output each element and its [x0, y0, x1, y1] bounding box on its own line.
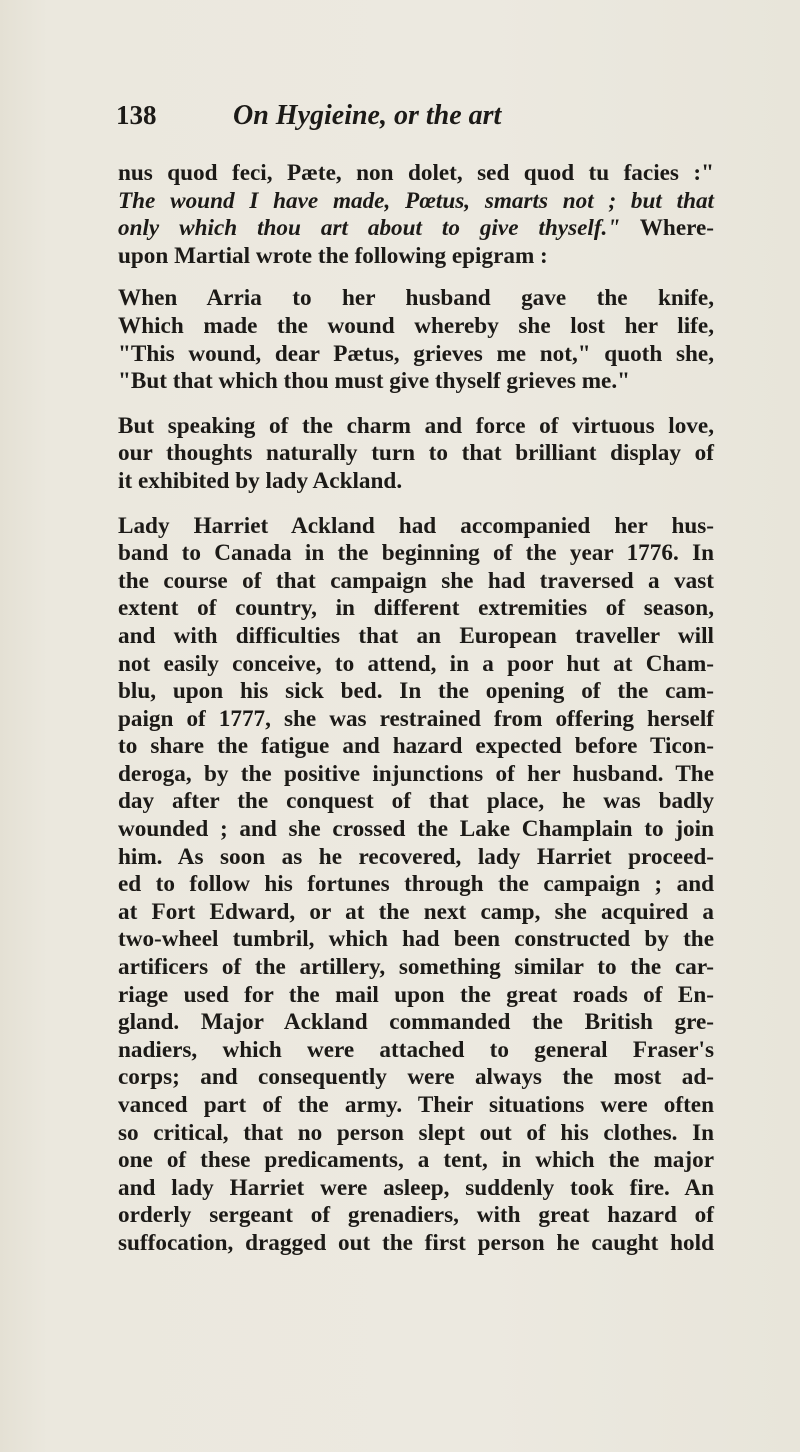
verse-line: "This wound, dear Pætus, grieves me not," quoth she,	[118, 340, 714, 367]
page-header	[100, 100, 740, 140]
text-line: But speaking of the charm and force of virtuous love,	[118, 412, 714, 439]
text-line: the course of that campaign she had traversed a vast	[118, 567, 714, 594]
text-line: ed to follow his fortunes through the campaign ; and	[118, 871, 714, 898]
text-line: at Fort Edward, or at the next camp, she acquired a	[118, 898, 714, 925]
quote-paragraph	[118, 160, 714, 270]
text-line-mixed	[118, 215, 714, 243]
text-line: deroga, by the positive injunctions of her husband. The	[118, 760, 714, 787]
text-line: it exhibited by lady Ackland.	[118, 467, 403, 494]
text-line: day after the conquest of that place, he was badly	[118, 788, 714, 815]
text-line: extent of country, in different extremities of season,	[118, 595, 714, 622]
running-head: On Hygieine, or the art	[233, 100, 502, 131]
text-line: Lady Harriet Ackland had accompanied her hus-	[118, 512, 714, 539]
text-line: and with difficulties that an European traveller will	[118, 622, 714, 649]
text-line: orderly sergeant of grenadiers, with great hazard of	[118, 1202, 714, 1229]
text-line: nadiers, which were attached to general Fraser's	[118, 1036, 714, 1063]
text-line: to share the fatigue and hazard expected before Ticon-	[118, 733, 714, 760]
text-line: upon Martial wrote the following epigram :	[118, 242, 548, 269]
text-line-italic: The wound I have made, Pœtus, smarts not ; but that	[118, 187, 714, 214]
text-line: wounded ; and she crossed the Lake Champlain to join	[118, 816, 714, 843]
text-line: suffocation, dragged out the first person he caught hold	[118, 1229, 714, 1256]
text-line: and lady Harriet were asleep, suddenly took fire. An	[118, 1174, 714, 1201]
text-line: blu, upon his sick bed. In the opening of the cam-	[118, 678, 714, 705]
body-text	[118, 160, 714, 1258]
text-line: two-wheel tumbril, which had been constructed by the	[118, 926, 714, 953]
text-line: so critical, that no person slept out of his clothes. In	[118, 1119, 714, 1146]
text-line: paign of 1777, she was restrained from offering herself	[118, 705, 714, 732]
text-line: artificers of the artillery, something similar to the car-	[118, 954, 714, 981]
page-number: 138	[116, 100, 157, 130]
text-line: him. As soon as he recovered, lady Harriet proceed-	[118, 843, 714, 870]
italic-fragment: only which thou art about to give thyself."	[118, 215, 621, 242]
text-line: not easily conceive, to attend, in a poor hut at Cham-	[118, 650, 714, 677]
paragraph-love	[118, 413, 714, 496]
text-line: nus quod feci, Pæte, non dolet, sed quod tu facies :"	[118, 160, 714, 186]
epigram-verse	[118, 285, 714, 395]
verse-line: When Arria to her husband gave the knife,	[118, 285, 714, 312]
text-line: our thoughts naturally turn to that brilliant display of	[118, 440, 714, 467]
text-line: one of these predicaments, a tent, in which the major	[118, 1147, 714, 1174]
text-line: band to Canada in the beginning of the year 1776. In	[118, 540, 714, 567]
roman-fragment: Where-	[620, 215, 714, 242]
verse-line: Which made the wound whereby she lost her life,	[118, 312, 714, 339]
text-line: vanced part of the army. Their situations were often	[118, 1092, 714, 1118]
paragraph-lady-ackland	[118, 513, 714, 1258]
verse-line: "But that which thou must give thyself grieves me."	[118, 368, 631, 395]
text-line: riage used for the mail upon the great roads of En-	[118, 981, 714, 1008]
text-line: corps; and consequently were always the most ad-	[118, 1064, 714, 1091]
text-line: gland. Major Ackland commanded the British gre-	[118, 1009, 714, 1036]
